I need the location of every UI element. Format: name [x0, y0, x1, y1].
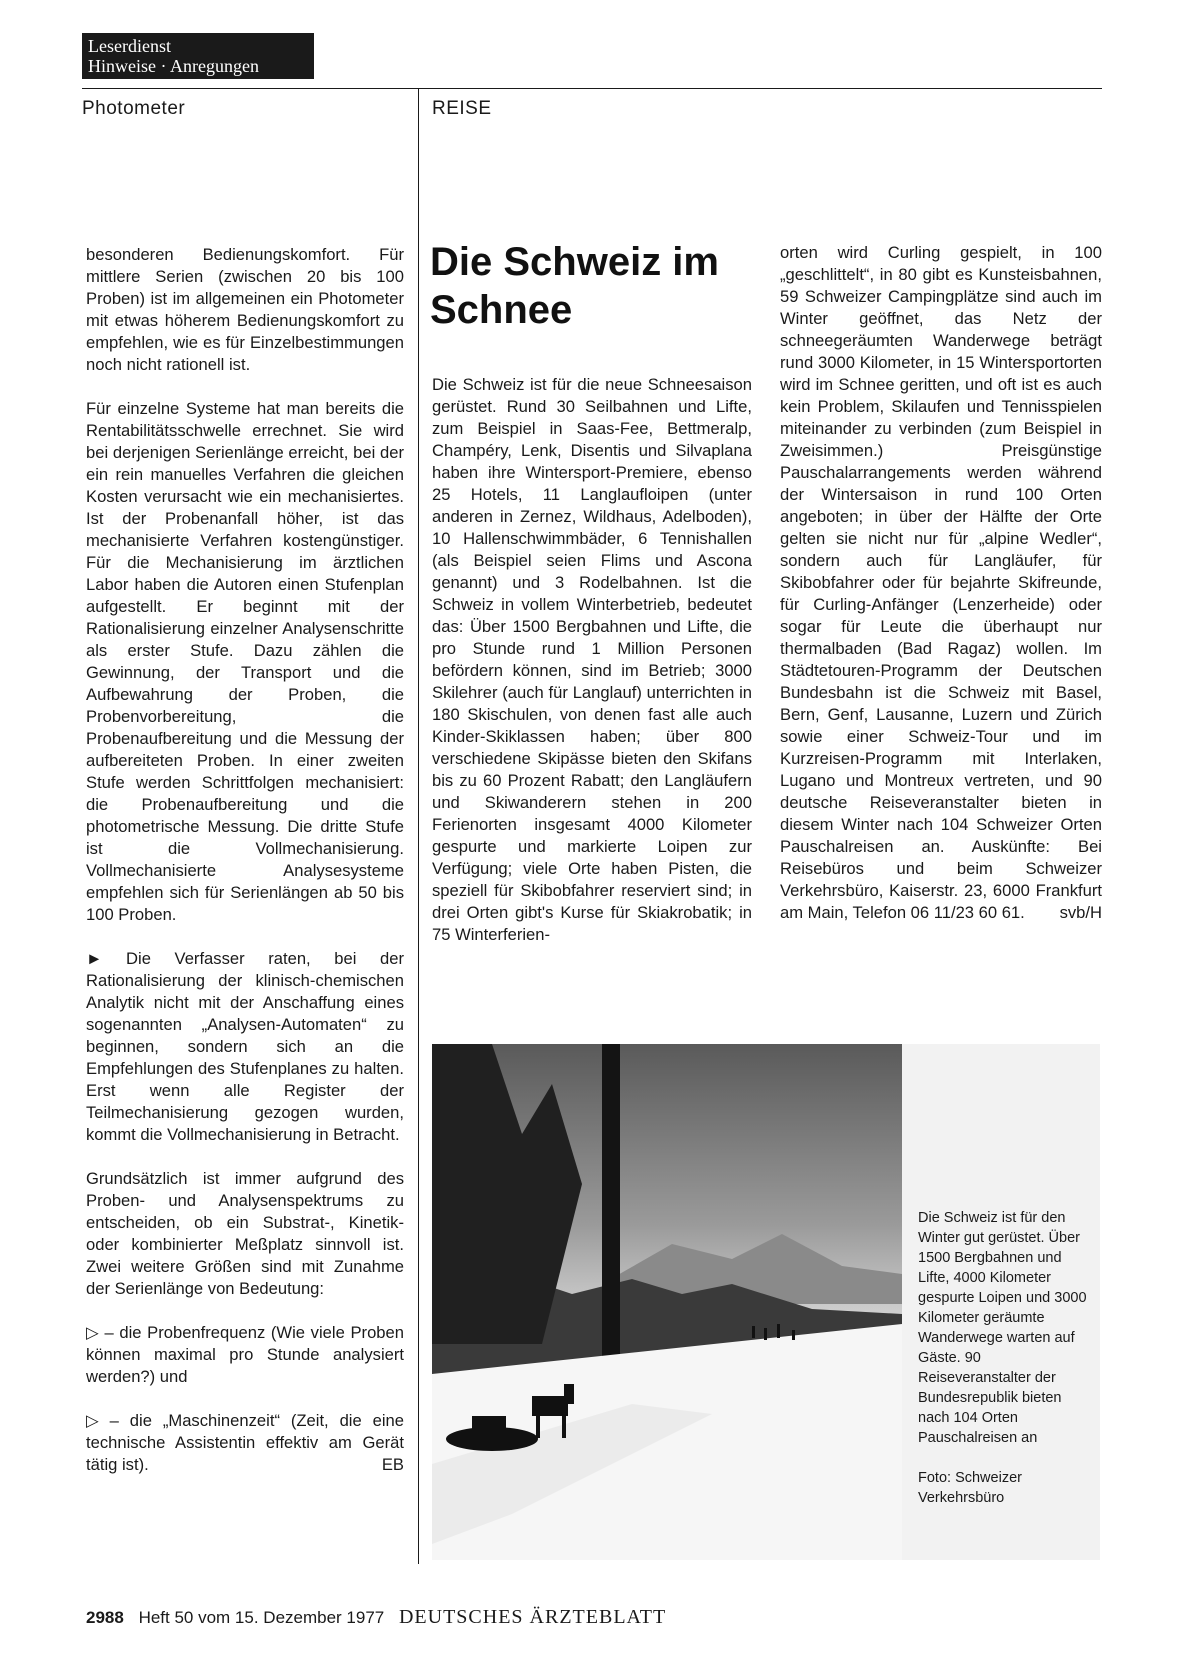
left-paragraph-4: Grundsätzlich ist immer aufgrund des Proben- und Analysenspektrums zu entscheiden, ob ein Substrat-, Kinetik- oder kombinierter Meßplatz sinnvoll ist. Zwei weitere Größen sind mit Zunahme der Serienlänge von Bedeutung:	[86, 1169, 404, 1298]
left-paragraph-2: Für einzelne Systeme hat man bereits die Rentabilitätsschwelle errechnet. Sie wird bei derjenigen Serienlänge erreicht, bei der ein rein manuelles Verfahren die gleichen Kosten verursacht wie ein mechanisiertes. Ist der Probenanfall höher, ist das mechanisierte Verfahren kostengünstiger. Für die Mechanisierung im ärztlichen Labor haben die Autoren einen Stufenplan aufgestellt. Er beginnt mit der Rationalisierung einzelner Analysenschritte als erster Stufe. Dazu zählen die Gewinnung, der Transport und die Aufbewahrung der Proben, die Probenvorbereitung, die Probenaufbereitung und die Messung der aufbereiteten Proben. In einer zweiten Stufe werden Schrittfolgen mechanisiert: die Probenaufbereitung und die photometrische Messung. Die dritte Stufe ist die Vollmechanisierung. Vollmechanisierte Analysesysteme empfehlen sich für Serienlängen ab 50 bis 100 Proben.	[86, 399, 404, 924]
section-header-box	[82, 33, 314, 79]
article-headline: Die Schweiz im Schnee	[430, 240, 719, 332]
left-column	[86, 244, 404, 1498]
page-footer	[86, 1606, 666, 1629]
issue-line: Heft 50 vom 15. Dezember 1977	[138, 1608, 385, 1627]
left-paragraph-5	[86, 1322, 404, 1388]
article-signature: svb/H	[1059, 903, 1102, 922]
magazine-name: DEUTSCHES ÄRZTEBLATT	[398, 1606, 667, 1628]
photo-credit: Foto: Schweizer Verkehrsbüro	[918, 1470, 1022, 1506]
header-line-2: Hinweise · Anregungen	[88, 56, 259, 76]
triangle-marker-icon: ▷	[86, 1323, 99, 1342]
article-middle-column	[432, 374, 752, 968]
section-label-reise: REISE	[432, 98, 492, 119]
article-right-paragraph	[780, 242, 1102, 924]
section-label-photometer: Photometer	[82, 98, 186, 119]
article-right-column	[780, 242, 1102, 946]
left-paragraph-6-text: – die „Maschinenzeit“ (Zeit, die eine technische Assistentin effektiv am Gerät tätig ist).	[86, 1411, 404, 1474]
left-paragraph-3-text: Die Verfasser raten, bei der Rationalisierung der klinisch-chemischen Analytik nicht mit der Anschaffung eines sogenannten „Analysen-Automaten“ zu beginnen, sondern sich an die Empfehlungen des Stufenplanes zu halten. Erst wenn alle Register der Teilmechanisierung gezogen wurden, kommt die Vollmechanisierung in Betracht.	[86, 949, 404, 1144]
page-number: 2988	[86, 1608, 124, 1627]
arrow-marker-icon: ►	[86, 949, 103, 968]
article-middle-text: Die Schweiz ist für die neue Schneesaison gerüstet. Rund 30 Seilbahnen und Lifte, zum Beispiel in Saas-Fee, Bettmeralp, Champéry, Lenk, Disentis und Silvaplana haben ihre Wintersport-Premiere, ebenso 25 Hotels, 11 Langlaufloipen (unter anderen in Zernez, Wildhaus, Adelboden), 10 Hallenschwimmbäder, 6 Tennishallen (als Beispiel seien Flims und Ascona genannt) und 3 Rodelbahnen. Ist die Schweiz in vollem Winterbetrieb, bedeutet das: Über 1500 Bergbahnen und Lifte, die pro Stunde rund 1 Million Personen befördern können, sind im Betrieb; 3000 Skilehrer (auch für Langlauf) unterrichten in 180 Skischulen, von denen fast alle auch Kinder-Skiklassen haben; über 800 verschiedene Skipässe bieten den Skifans bis zu 60 Prozent Rabatt; den Langläufern und Skiwanderern stehen in 200 Ferienorten insgesamt 4000 Kilometer gespurte und markierte Loipen zur Verfügung; viele Orte haben Pisten, die speziell für Skibobfahrer reserviert sind; in drei Orten gibt's Kurse für Skiakrobatik; in 75 Winterferien-	[432, 375, 752, 944]
top-rule	[82, 88, 1102, 89]
left-paragraph-3	[86, 948, 404, 1146]
header-line-1: Leserdienst	[88, 36, 171, 56]
left-paragraph-6	[86, 1410, 404, 1476]
photo-caption-text: Die Schweiz ist für den Winter gut gerüstet. Über 1500 Bergbahnen und Lifte, 4000 Kilometer gespurte Loipen und 3000 Kilometer geräumte Wanderwege warten auf Gäste. 90 Reiseveranstalter der Bundesrepublik bieten nach 104 Orten Pauschalreisen an	[918, 1210, 1087, 1446]
photo-caption	[918, 1208, 1088, 1528]
left-paragraph-1: besonderen Bedienungskomfort. Für mittlere Serien (zwischen 20 bis 100 Proben) ist im allgemeinen ein Photometer mit etwas höherem Bedienungskomfort zu empfehlen, wie es für Einzelbestimmungen noch nicht rationell ist.	[86, 245, 404, 374]
article-right-text: orten wird Curling gespielt, in 100 „geschlittelt“, in 80 gibt es Kunsteisbahnen, 59 Schweizer Campingplätze sind auch im Winter geöffnet, das Netz der schneegeräumten Wanderwege beträgt rund 3000 Kilometer, in 15 Wintersportorten wird im Schnee geritten, und oft ist es auch kein Problem, Skilaufen und Tennisspielen miteinander zu verbinden (zum Beispiel in Zweisimmen.) Preisgünstige Pauschalarrangements werden während der Wintersaison in rund 100 Orten angeboten; in über der Hälfte der Orte gelten sie nicht nur für „alpine Wedler“, sondern auch für Langläufer, für Skibobfahrer oder für bejahrte Skifreunde, für Curling-Anfänger (Lenzerheide) oder sogar für Leute die überhaupt nur thermalbaden (Bad Ragaz) wollen. Im Städtetouren-Programm der Deutschen Bundesbahn ist die Schweiz mit Basel, Bern, Genf, Lausanne, Luzern und Zürich sowie einer Schweiz-Tour und im Kurzreisen-Programm mit Interlaken, Lugano und Montreux vertreten, und 90 deutsche Reiseveranstalter bieten in diesem Winter nach 104 Schweizer Orten Pauschalreisen an. Auskünfte: Bei Reisebüros und beim Schweizer Verkehrsbüro, Kaiserstr. 23, 6000 Frankfurt am Main, Telefon 06 11/23 60 61.	[780, 243, 1102, 922]
left-paragraph-5-text: – die Probenfrequenz (Wie viele Proben können maximal pro Stunde analysiert werden?) und	[86, 1323, 404, 1386]
column-divider	[418, 88, 419, 1564]
left-signature: EB	[381, 1455, 404, 1474]
triangle-marker-icon: ▷	[86, 1411, 99, 1430]
